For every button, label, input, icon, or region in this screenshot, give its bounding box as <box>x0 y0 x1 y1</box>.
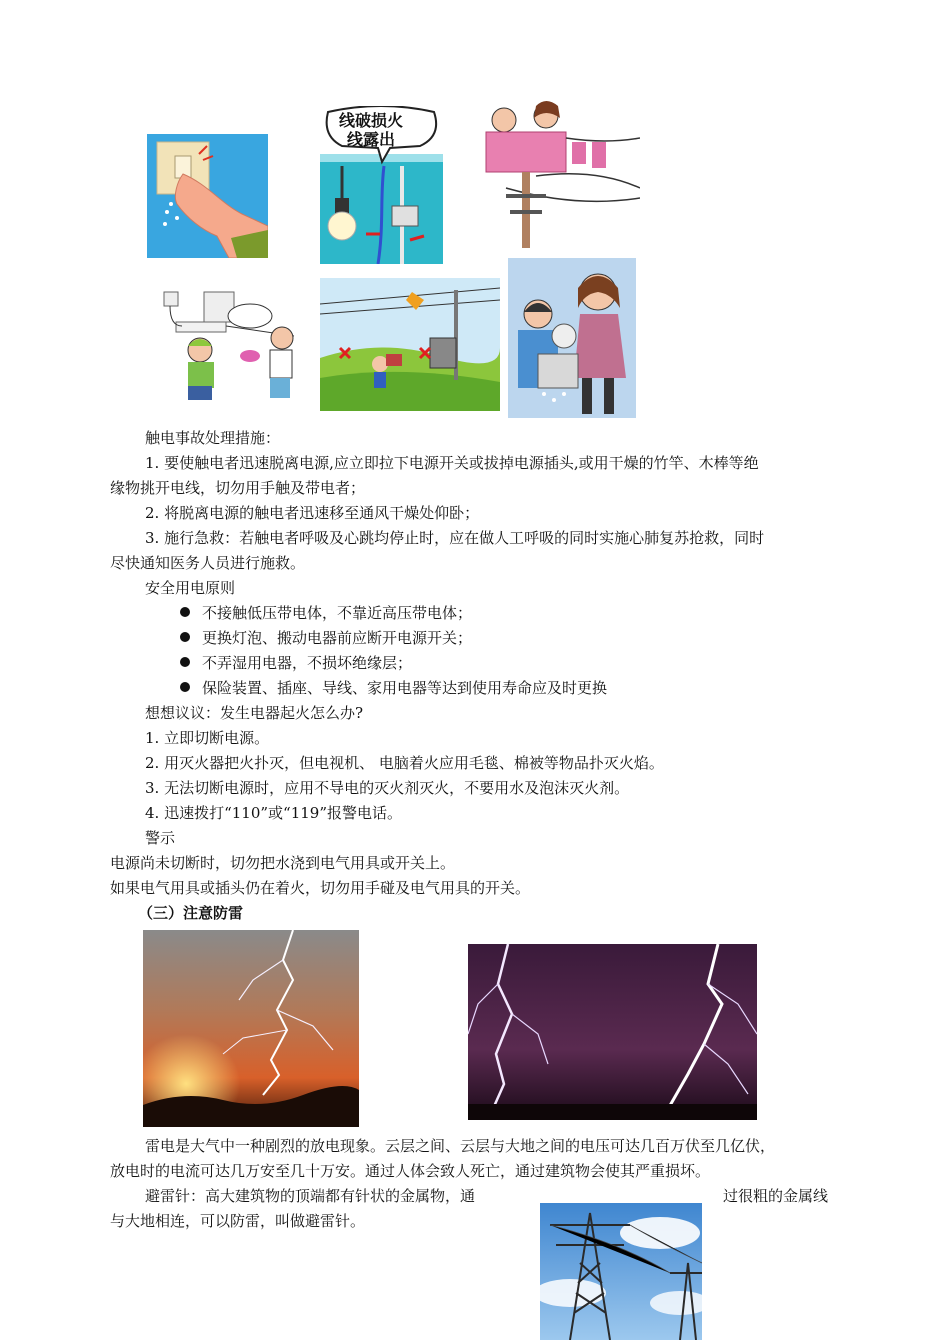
principle-text: 保险装置、插座、导线、家用电器等达到使用寿命应及时更换 <box>202 679 608 697</box>
illustration-wet-hands-appliance <box>508 258 636 418</box>
measures-heading: 触电事故处理措施： <box>145 429 281 447</box>
fire-question: 想想议议：发生电器起火怎么办? <box>145 704 364 722</box>
illustration-damaged-wire <box>320 106 443 264</box>
bullet-icon <box>180 607 190 617</box>
bullet-icon <box>180 632 190 642</box>
warning-line-2: 如果电气用具或插头仍在着火，切勿用手碰及电气用具的开关。 <box>110 879 531 897</box>
illustration-kite-near-power-lines <box>320 278 500 411</box>
illustration-wet-hand-switch <box>147 134 268 258</box>
warning-heading: 警示 <box>145 829 176 847</box>
principles-heading: 安全用电原则 <box>145 579 236 597</box>
lightning-para1-line1: 雷电是大气中一种剧烈的放电现象。云层之间、云层与大地之间的电压可达几百万伏至几亿伏， <box>145 1137 776 1155</box>
lightning-para1-line2: 放电时的电流可达几万安至几十万安。通过人体会致人死亡，通过建筑物会使其严重损坏。 <box>110 1162 711 1180</box>
lightning-rod-para-line2: 与大地相连，可以防雷，叫做避雷针。 <box>110 1212 366 1230</box>
bullet-icon <box>180 682 190 692</box>
principle-bullet <box>180 678 607 698</box>
photo-power-tower <box>540 1203 702 1340</box>
measure-item-3-line2: 尽快通知医务人员进行施救。 <box>110 554 306 572</box>
measure-item-1-line2: 缘物挑开电线，切勿用手触及带电者； <box>110 479 366 497</box>
lightning-rod-para-right: 过很粗的金属线 <box>723 1187 829 1205</box>
principle-text: 更换灯泡、搬动电器前应断开电源开关； <box>202 629 473 647</box>
illustration-children-pulling-cord <box>154 286 304 410</box>
principle-bullet <box>180 653 412 673</box>
measure-item-3-line1: 3. 施行急救：若触电者呼吸及心跳均停止时，应在做人工呼吸的同时实施心肺复苏抢救，同时 <box>145 529 765 547</box>
principle-text: 不弄湿用电器，不损坏绝缘层； <box>202 654 413 672</box>
photo-lightning-sunset <box>143 930 359 1127</box>
fire-step-1: 1. 立即切断电源。 <box>145 729 270 747</box>
speech-bubble-text-line2: 线露出 <box>347 130 396 149</box>
lightning-rod-para-left: 避雷针：高大建筑物的顶端都有针状的金属物，通 <box>145 1187 476 1205</box>
principle-bullet <box>180 603 472 623</box>
fire-step-4: 4. 迅速拨打“110”或“119”报警电话。 <box>145 804 403 822</box>
speech-bubble-text-line1: 线破损火 <box>339 111 404 130</box>
warning-line-1: 电源尚未切断时，切勿把水浇到电气用具或开关上。 <box>110 854 456 872</box>
photo-lightning-night <box>468 944 757 1120</box>
illustration-clothes-on-power-line <box>476 98 640 248</box>
fire-step-3: 3. 无法切断电源时，应用不导电的灭火剂灭火，不要用水及泡沫灭火剂。 <box>145 779 630 797</box>
fire-step-2: 2. 用灭火器把火扑灭，但电视机、 电脑着火应用毛毯、棉被等物品扑灭火焰。 <box>145 754 664 772</box>
principle-bullet <box>180 628 472 648</box>
measure-item-1-line1: 1. 要使触电者迅速脱离电源,应立即拉下电源开关或拔掉电源插头,或用干燥的竹竿、木棒等绝 <box>145 454 759 472</box>
principle-text: 不接触低压带电体，不靠近高压带电体； <box>202 604 473 622</box>
bullet-icon <box>180 657 190 667</box>
section-title-lightning: （三）注意防雷 <box>138 904 244 922</box>
measure-item-2: 2. 将脱离电源的触电者迅速移至通风干燥处仰卧； <box>145 504 480 522</box>
